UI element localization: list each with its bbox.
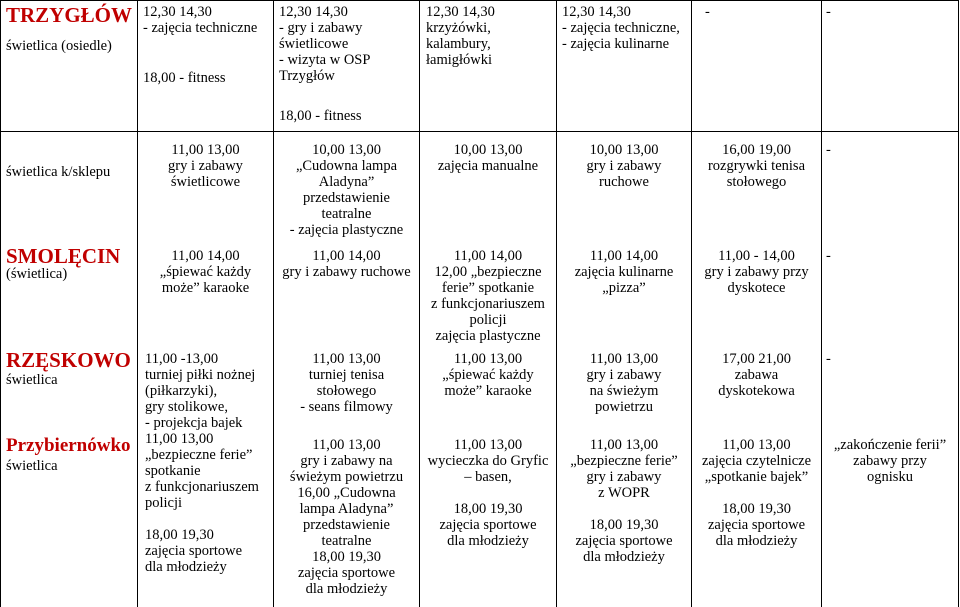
cell-line: - zajęcia techniczne [143,20,258,36]
cell-line: - projekcja bajek [145,415,243,431]
cell-line: policji [145,495,183,511]
cell-line: 11,00 13,00 [312,351,381,367]
cell-line: gry stolikowe, [145,399,228,415]
cell-line: 16,00 19,00 [722,142,791,158]
cell-line: dla młodzieży [447,533,529,549]
cell-line: policji [469,312,507,328]
location-name: SMOLĘCIN [6,244,121,268]
cell-line: dla młodzieży [583,549,665,565]
cell-line: „śpiewać każdy [159,264,252,280]
location-label: świetlica k/sklepu [6,164,111,180]
cell-line: (piłkarzyki), [145,383,218,399]
row-divider [0,131,959,132]
cell-line: 11,00 13,00 [145,431,214,447]
row-divider [0,0,959,1]
cell-line: „Cudowna lampa [295,158,398,174]
schedule-cell-wed [420,142,556,174]
cell-line: łamigłówki [426,52,493,68]
schedule-cell-sat: - [826,351,831,367]
schedule-cell-fri [692,248,821,296]
schedule-cell-wed [420,248,556,344]
col-divider [821,0,822,607]
schedule-cell-tue [274,351,419,415]
cell-line: „śpiewać każdy [442,367,534,383]
schedule-cell-sat [822,437,958,485]
location-label: świetlica (osiedle) [6,38,112,54]
table-border-right [958,0,959,607]
cell-line: 18,00 19,30 [453,501,523,517]
cell-line: spotkanie [145,463,201,479]
cell-line: 12,30 14,30 [562,4,631,20]
schedule-cell-mon-merged [145,351,259,575]
cell-line: 11,00 13,00 [722,437,791,453]
cell-line: turniej piłki nożnej [145,367,256,383]
schedule-cell-mon [138,248,273,296]
schedule-extra-tue: 18,00 - fitness [279,108,362,124]
cell-line: stołowego [316,383,377,399]
schedule-cell-mon [143,4,257,86]
cell-line: dyskotece [727,280,786,296]
cell-line: z WOPR [598,485,650,501]
cell-line: gry i zabawy [586,158,662,174]
schedule-cell-sat: - [826,4,831,20]
cell-line: - zajęcia plastyczne [289,222,404,238]
cell-line [145,511,259,527]
cell-line: gry i zabawy [586,469,662,485]
cell-line: Trzygłów [279,68,335,84]
schedule-cell-thu [557,437,691,565]
cell-line: świetlicowe [170,174,241,190]
cell-line: 11,00 13,00 [589,437,659,453]
cell-line: zajęcia plastyczne [435,328,541,344]
location-name: TRZYGŁÓW [6,3,133,27]
cell-line: teatralne [321,533,372,549]
schedule-cell-mon [138,142,273,190]
cell-line: 11,00 13,00 [171,142,240,158]
cell-line: zajęcia sportowe [575,533,673,549]
cell-line: może” karaoke [444,383,532,399]
cell-line: 18,00 19,30 [722,501,791,517]
cell-line: 11,00 14,00 [312,248,381,264]
cell-line: 16,00 „Cudowna [297,485,396,501]
cell-line: może” karaoke [161,280,250,296]
cell-line: 11,00 14,00 [453,248,523,264]
schedule-cell-thu [557,248,691,296]
schedule-cell-sat: - [826,248,831,264]
cell-line: gry i zabawy [168,158,243,174]
col-divider [137,0,138,607]
cell-line: „bezpieczne ferie” [145,447,253,463]
cell-line: dla młodzieży [715,533,798,549]
cell-line: zajęcia sportowe [707,517,806,533]
cell-line: kalambury, [426,36,491,52]
location-label: świetlica [6,372,58,388]
cell-line: na świeżym [589,383,659,399]
cell-line: 17,00 21,00 [722,351,791,367]
cell-line: – basen, [464,469,512,485]
cell-line: 11,00 - 14,00 [718,248,795,264]
cell-line: wycieczka do Gryfic [427,453,549,469]
schedule-cell-wed [420,351,556,399]
cell-line: gry i zabawy ruchowe [282,264,411,280]
cell-line: teatralne [321,206,372,222]
cell-line: gry i zabawy na [300,453,393,469]
cell-line: zabawa [734,367,779,383]
cell-line: krzyżówki, [426,20,491,36]
cell-line: 11,00 14,00 [589,248,659,264]
location-label: (świetlica) [6,266,68,282]
table-border-left [0,0,1,607]
cell-line: zajęcia manualne [437,158,539,174]
cell-line: - gry i zabawy [279,20,363,36]
schedule-cell-fri [692,351,821,399]
cell-line: 12,30 14,30 [279,4,348,20]
schedule-cell-thu [557,351,691,415]
location-name: Przybiernówko [6,435,131,456]
cell-line [692,485,821,501]
cell-line: „zakończenie ferii” [833,437,947,453]
schedule-cell-tue [274,248,419,280]
cell-line: 12,30 14,30 [143,4,212,20]
cell-line: - zajęcia kulinarne [562,36,670,52]
cell-line: 12,00 „bezpieczne [434,264,542,280]
cell-line: z funkcjonariuszem [145,479,259,495]
cell-line: 11,00 13,00 [453,437,523,453]
cell-line: 18,00 19,30 [589,517,659,533]
cell-line: 12,30 14,30 [426,4,495,20]
cell-line: zajęcia sportowe [297,565,396,581]
schedule-cell-thu [562,4,680,52]
cell-line: 18,00 19,30 [145,527,214,543]
cell-line: dla młodzieży [145,559,227,575]
location-name: RZĘSKOWO [6,348,131,372]
cell-line: lampa Aladyna” [299,501,394,517]
schedule-cell-thu [557,142,691,190]
schedule-cell-fri: - [705,4,710,20]
schedule-cell-tue [274,437,419,597]
cell-line: powietrzu [595,399,653,415]
cell-line: „bezpieczne ferie” [570,453,678,469]
cell-line: zajęcia sportowe [439,517,537,533]
cell-line: 11,00 14,00 [171,248,240,264]
cell-line [557,501,691,517]
cell-line: Aladyna” [318,174,375,190]
cell-line: - wizyta w OSP [279,52,371,68]
schedule-cell-wed [420,437,556,549]
location-label: świetlica [6,458,58,474]
schedule-cell-tue [279,4,370,84]
cell-line: zajęcia sportowe [145,543,243,559]
cell-line: zabawy przy [853,453,927,469]
cell-line: zajęcia czytelnicze [701,453,812,469]
cell-line: dla młodzieży [305,581,388,597]
cell-line: „pizza” [602,280,646,296]
cell-line: - zajęcia techniczne, [562,20,680,36]
cell-line: z funkcjonariuszem [431,296,545,312]
cell-line: 10,00 13,00 [589,142,659,158]
cell-line: turniej tenisa [308,367,385,383]
cell-line: gry i zabawy przy [704,264,809,280]
schedule-cell-fri [692,142,821,190]
cell-line: świeżym powietrzu [289,469,404,485]
cell-line: 11,00 -13,00 [145,351,219,367]
cell-line: rozgrywki tenisa [707,158,806,174]
cell-line: gry i zabawy [586,367,662,383]
cell-line: ruchowe [599,174,649,190]
cell-line [143,36,257,52]
cell-line: ognisku [867,469,913,485]
cell-line: - seans filmowy [300,399,393,415]
cell-line: dyskotekowa [718,383,795,399]
cell-line: świetlicowe [279,36,349,52]
cell-line: 11,00 13,00 [312,437,381,453]
schedule-cell-tue [274,142,419,238]
cell-line: 10,00 13,00 [312,142,381,158]
schedule-cell-wed [426,4,495,68]
schedule-cell-fri [692,437,821,549]
cell-line: 10,00 13,00 [453,142,523,158]
cell-line: ferie” spotkanie [441,280,535,296]
cell-line: 11,00 13,00 [589,351,659,367]
cell-line: stołowego [726,174,787,190]
cell-line: przedstawienie [303,190,390,206]
cell-line [420,485,556,501]
cell-line: „spotkanie bajek” [704,469,809,485]
cell-line: przedstawienie [303,517,390,533]
cell-line: 18,00 19,30 [312,549,381,565]
schedule-cell-sat: - [826,142,831,158]
cell-line: zajęcia kulinarne [574,264,674,280]
cell-line: 18,00 - fitness [143,70,226,86]
cell-line: 11,00 13,00 [453,351,523,367]
